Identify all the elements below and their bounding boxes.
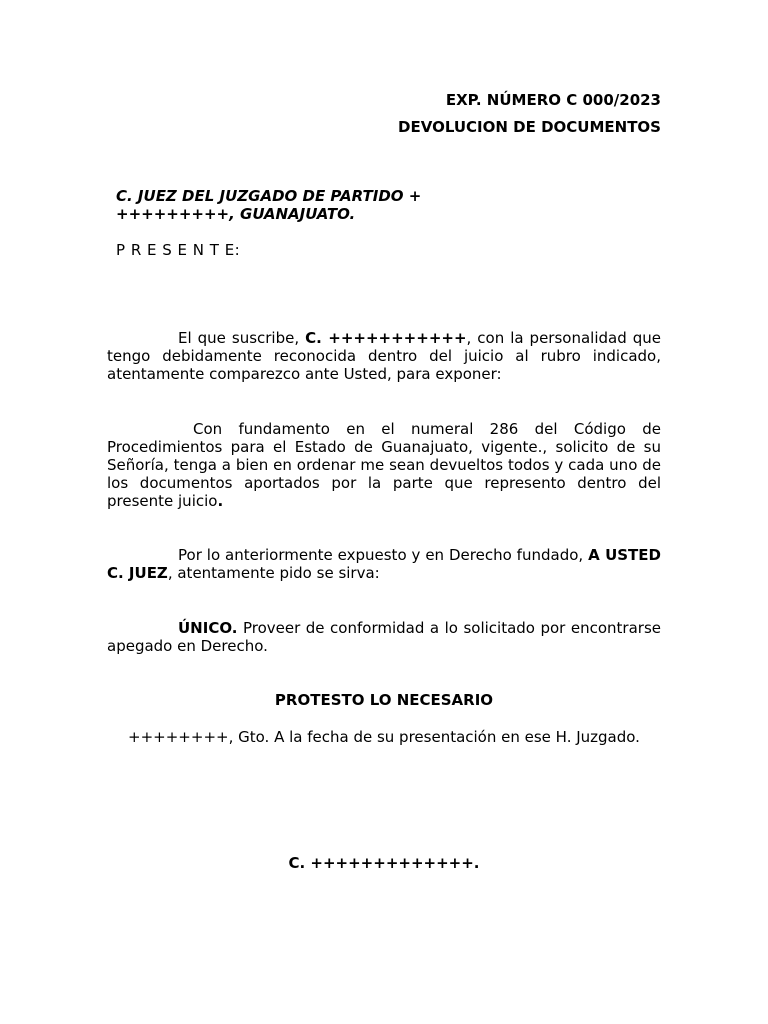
fundamento-period: . xyxy=(217,492,224,510)
pedido-addressee: A USTED C. JUEZ xyxy=(107,546,661,582)
intro-name: C. +++++++++++ xyxy=(305,329,467,347)
paragraph-fundamento xyxy=(107,420,661,510)
paragraph-intro xyxy=(107,329,661,383)
paragraph-unico xyxy=(107,619,661,655)
paragraph-pedido xyxy=(107,546,661,582)
expediente-number: EXP. NÚMERO C 000/2023 xyxy=(445,91,661,109)
unico-text: Proveer de conformidad a lo solicitado por encontrarse apegado en Derecho. xyxy=(107,619,661,655)
document-subject: DEVOLUCION DE DOCUMENTOS xyxy=(398,118,661,136)
pedido-text-before: Por lo anteriormente expuesto y en Derecho fundado, xyxy=(178,546,589,564)
fundamento-text: Con fundamento en el numeral 286 del Código de Procedimientos para el Estado de Guanajuato, vigente., solicito de su Señoría, tenga a bien en ordenar me sean devueltos todos y cada uno de los documentos aportados por la parte que represento dentro del presente juicio xyxy=(107,420,661,510)
intro-text-before: El que suscribe, xyxy=(178,329,306,347)
addressee-line-2: +++++++++, GUANAJUATO. xyxy=(116,205,356,223)
pedido-text-after: , atentamente pido se sirva: xyxy=(167,564,380,582)
signature-name: C. +++++++++++++. xyxy=(288,854,480,872)
protesto-heading: PROTESTO LO NECESARIO xyxy=(274,691,494,709)
presente-salutation: P R E S E N T E: xyxy=(116,241,241,259)
addressee-line-1: C. JUEZ DEL JUZGADO DE PARTIDO + xyxy=(116,187,422,205)
addressee-block xyxy=(116,187,536,223)
intro-text-after: , con la personalidad que tengo debidamente reconocida dentro del juicio al rubro indicado, atentamente comparezco ante Usted, para exponer: xyxy=(107,329,661,383)
unico-label: ÚNICO. xyxy=(178,619,238,637)
place-date-line: ++++++++, Gto. A la fecha de su presentación en ese H. Juzgado. xyxy=(128,728,640,746)
